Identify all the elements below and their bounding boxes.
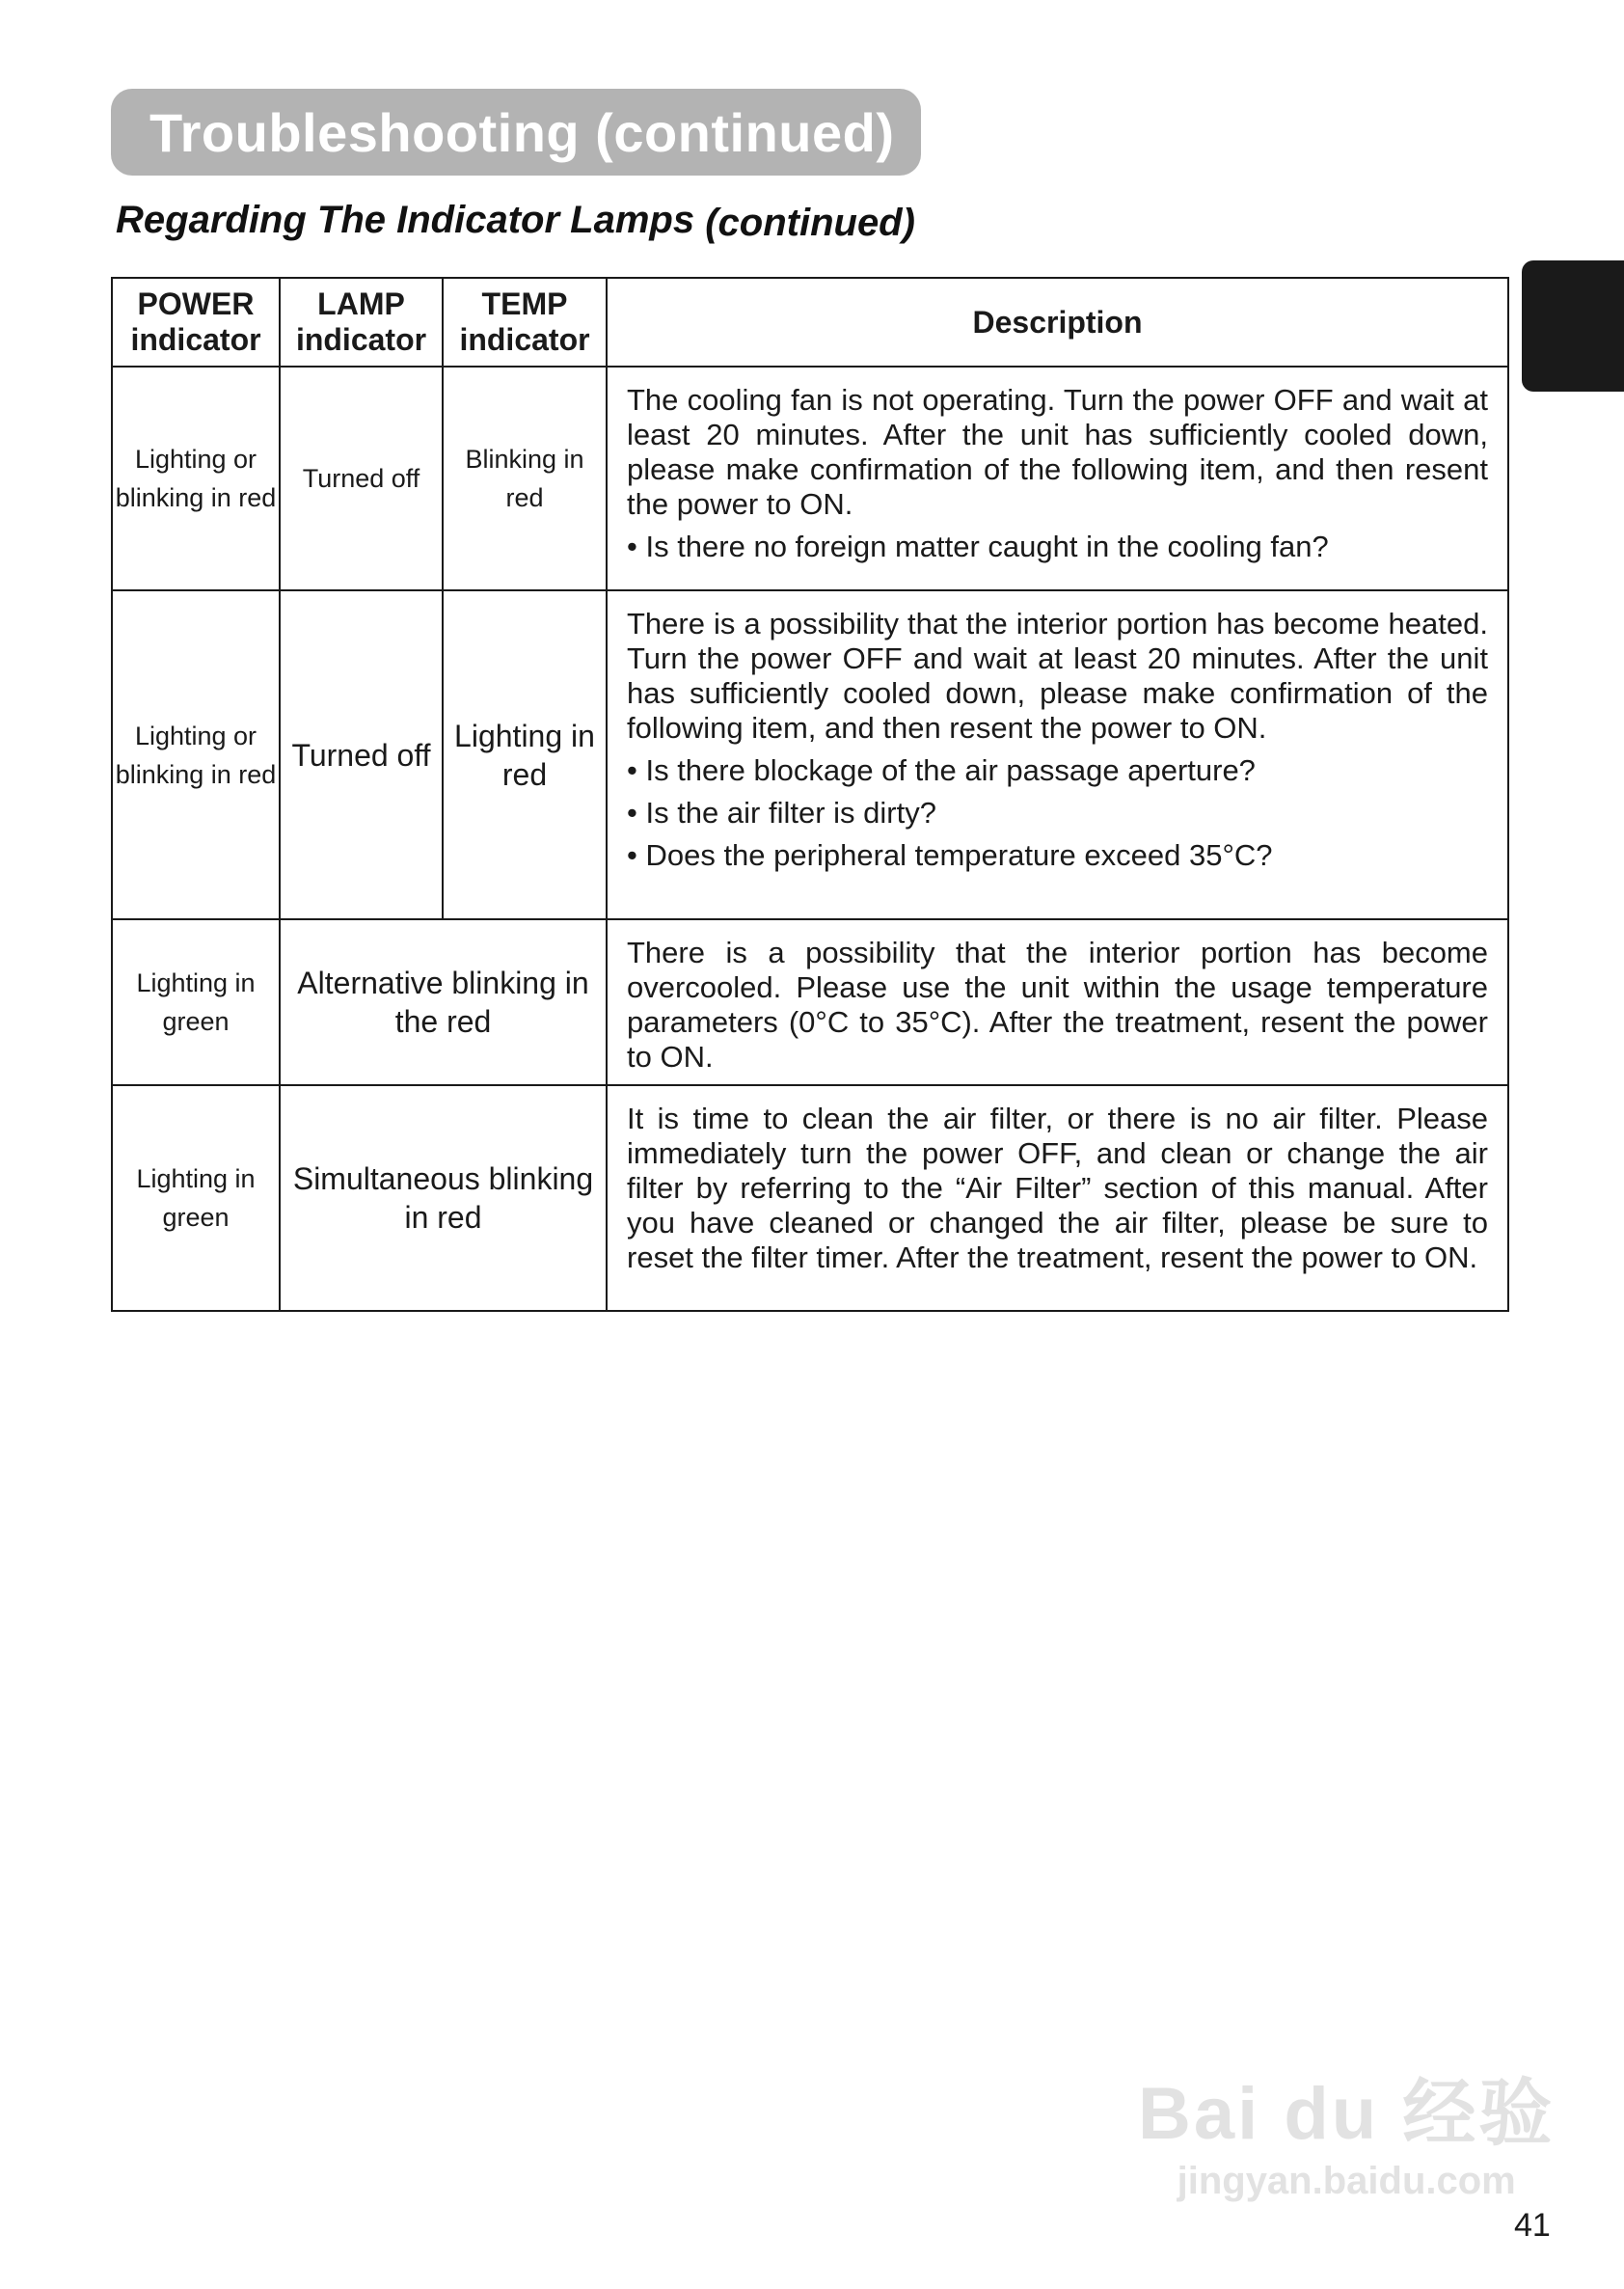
description-text: There is a possibility that the interior portion has become overcooled. Please use the unit within the usage temperature parameters (0°C to 35°C). After the treatment, resent the power to ON. bbox=[627, 936, 1488, 1074]
power-cell: Lighting in green bbox=[112, 919, 280, 1085]
power-cell: Lighting in green bbox=[112, 1085, 280, 1311]
header-lamp-line2: indicator bbox=[295, 322, 427, 357]
description-text: The cooling fan is not operating. Turn the power OFF and wait at least 20 minutes. After the unit has sufficiently cooled down, please make confirmation of the following item, and then resent the power to ON. bbox=[627, 383, 1488, 521]
header-description: Description bbox=[607, 278, 1508, 367]
section-heading-text: Regarding The Indicator Lamps bbox=[116, 199, 695, 241]
header-temp-line1: TEMP bbox=[481, 286, 568, 321]
section-heading-continued: (continued) bbox=[705, 202, 915, 244]
description-cell bbox=[607, 1085, 1508, 1311]
description-cell bbox=[607, 590, 1508, 919]
table-row bbox=[112, 367, 1508, 590]
page-title-text: Troubleshooting (continued) bbox=[149, 101, 895, 163]
bullet-item: • Does the peripheral temperature exceed 35°C? bbox=[627, 838, 1273, 872]
header-power-line2: indicator bbox=[130, 322, 261, 357]
header-lamp bbox=[280, 278, 443, 367]
watermark bbox=[1138, 2055, 1555, 2203]
header-power bbox=[112, 278, 280, 367]
watermark-brand: Bai du 经验 bbox=[1138, 2073, 1556, 2155]
header-power-line1: POWER bbox=[137, 286, 255, 321]
header-temp bbox=[443, 278, 607, 367]
description-text: There is a possibility that the interior portion has become heated. Turn the power OFF and wait at least 20 minutes. After the unit has sufficiently cooled down, please make confirmation of the following item, and then resent the power to ON. bbox=[627, 607, 1488, 745]
temp-cell: Blinking in red bbox=[443, 367, 607, 590]
page-number: 41 bbox=[1514, 2207, 1551, 2244]
power-cell: Lighting or blinking in red bbox=[112, 590, 280, 919]
description-text: It is time to clean the air filter, or there is no air filter. Please immediately turn the power OFF, and clean or change the air filter by referring to the “Air Filter” section of this manual. After you have cleaned or changed the air filter, please be sure to reset the filter timer. After the treatment, resent the power to ON. bbox=[627, 1102, 1488, 1274]
watermark-url: jingyan.baidu.com bbox=[1177, 2160, 1516, 2202]
table-header-row bbox=[112, 278, 1508, 367]
section-heading bbox=[116, 199, 915, 242]
lamp-temp-cell: Alternative blinking in the red bbox=[280, 919, 607, 1085]
power-cell: Lighting or blinking in red bbox=[112, 367, 280, 590]
temp-cell: Lighting in red bbox=[443, 590, 607, 919]
description-cell bbox=[607, 367, 1508, 590]
indicator-table bbox=[111, 277, 1509, 1312]
description-cell bbox=[607, 919, 1508, 1085]
lamp-cell: Turned off bbox=[280, 367, 443, 590]
header-temp-line2: indicator bbox=[459, 322, 590, 357]
header-lamp-line1: LAMP bbox=[317, 286, 405, 321]
table-row bbox=[112, 590, 1508, 919]
table-row bbox=[112, 1085, 1508, 1311]
lamp-temp-cell: Simultaneous blinking in red bbox=[280, 1085, 607, 1311]
bullet-item: • Is there blockage of the air passage aperture? bbox=[627, 753, 1256, 787]
table-row bbox=[112, 919, 1508, 1085]
chapter-tab bbox=[1522, 260, 1624, 392]
page-title bbox=[111, 89, 921, 176]
bullet-item: • Is the air filter is dirty? bbox=[627, 796, 936, 830]
lamp-cell: Turned off bbox=[280, 590, 443, 919]
bullet-item: • Is there no foreign matter caught in the cooling fan? bbox=[627, 530, 1329, 563]
